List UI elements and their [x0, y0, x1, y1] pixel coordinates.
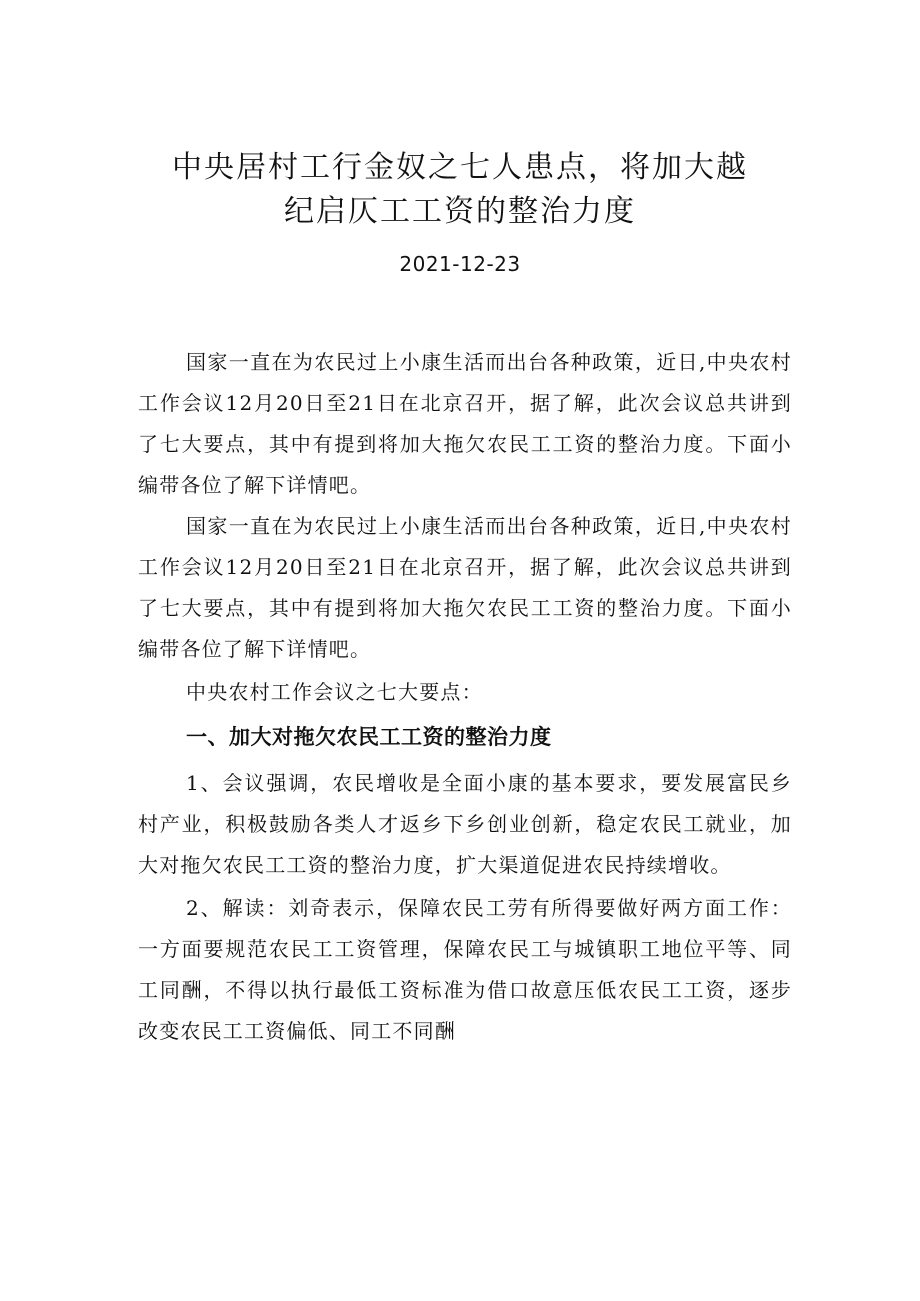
publish-date: 2021-12-23	[399, 252, 521, 276]
article-body	[138, 342, 792, 1052]
title-line-1: 中央居村工行金奴之七人患点，将加大越	[172, 150, 748, 185]
key-points-intro: 中央农村工作会议之七大要点：	[186, 680, 483, 704]
document-title	[0, 146, 920, 234]
numbered-paragraph-2: 2、解读：刘奇表示，保障农民工劳有所得要做好两方面工作：一方面要规范农民工工资管理，保障农民工与城镇职工地位平等、同工同酬，不得以执行最低工资标准为借口故意压低农民工工资，逐步改变农民工工资偏低、同工不同酬	[138, 896, 792, 1043]
intro-paragraph-2: 国家一直在为农民过上小康生活而出台各种政策，近日,中央农村工作会议12月20日至21日在北京召开，据了解，此次会议总共讲到了七大要点，其中有提到将加大拖欠农民工工资的整治力度。下面小编带各位了解下详情吧。	[138, 514, 792, 661]
section-heading: 一、加大对拖欠农民工工资的整治力度	[186, 725, 552, 749]
intro-paragraph-1: 国家一直在为农民过上小康生活而出台各种政策，近日,中央农村工作会议12月20日至21日在北京召开，据了解，此次会议总共讲到了七大要点，其中有提到将加大拖欠农民工工资的整治力度。下面小编带各位了解下详情吧。	[138, 350, 792, 497]
title-line-2: 纪启仄工工资的整治力度	[284, 194, 636, 229]
numbered-paragraph-1: 1、会议强调，农民增收是全面小康的基本要求，要发展富民乡村产业，积极鼓励各类人才返乡下乡创业创新，稳定农民工就业，加大对拖欠农民工工资的整治力度，扩大渠道促进农民持续增收。	[138, 771, 792, 877]
